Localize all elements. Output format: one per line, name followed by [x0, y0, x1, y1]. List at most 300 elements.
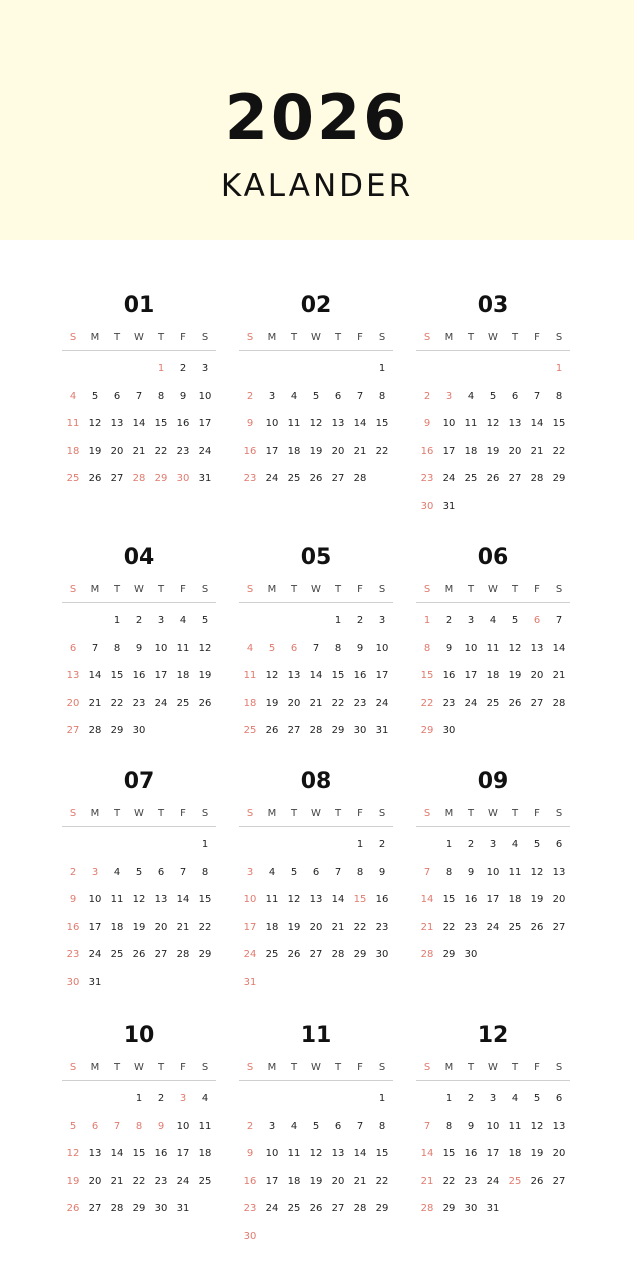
weekday-header: T: [157, 584, 165, 595]
day-cell: 22: [353, 921, 367, 933]
divider: [62, 350, 216, 351]
day-cell: 28: [420, 1203, 434, 1215]
weekday-header: M: [444, 808, 454, 819]
day-cell: 22: [198, 921, 212, 933]
day-cell: 25: [110, 949, 124, 961]
weekday-header: S: [246, 808, 254, 819]
weekday-header: S: [246, 1062, 254, 1073]
day-cell: 5: [69, 1120, 77, 1132]
weekday-header: S: [246, 332, 254, 343]
day-cell: 15: [331, 670, 345, 682]
day-cell: 5: [312, 390, 320, 402]
day-cell: 13: [88, 1148, 102, 1160]
weekday-header: F: [357, 584, 363, 595]
day-cell: 23: [375, 921, 389, 933]
day-cell: 20: [287, 697, 301, 709]
day-cell: 21: [176, 921, 190, 933]
day-cell: 1: [201, 839, 209, 850]
day-cell: 24: [486, 921, 500, 933]
day-cell: 3: [378, 615, 386, 626]
day-cell: 23: [132, 697, 146, 709]
day-cell: 22: [442, 921, 456, 933]
day-cell: 14: [353, 1148, 367, 1160]
day-cell: 14: [420, 1148, 434, 1160]
day-cell: 17: [176, 1148, 190, 1160]
weekday-header: F: [357, 808, 363, 819]
day-cell: 16: [132, 670, 146, 682]
day-cell: 4: [268, 866, 276, 878]
day-cell: 18: [198, 1148, 212, 1160]
month-10: [62, 1022, 216, 1252]
day-cell: 27: [287, 725, 301, 737]
day-cell: 16: [154, 1148, 168, 1160]
day-cell: 8: [157, 390, 165, 402]
weekday-header: F: [357, 332, 363, 343]
weekday-header: S: [201, 808, 209, 819]
day-cell: 6: [555, 839, 563, 850]
day-cell: 8: [356, 866, 364, 878]
day-cell: 24: [265, 1203, 279, 1215]
day-cell: 25: [66, 473, 80, 485]
day-cell: 15: [375, 418, 389, 430]
day-cell: 22: [375, 1175, 389, 1187]
day-cell: 23: [66, 949, 80, 961]
day-cell: 18: [66, 445, 80, 457]
day-cell: 7: [533, 390, 541, 402]
weekday-header: S: [423, 584, 431, 595]
day-cell: 19: [66, 1175, 80, 1187]
month-number: 09: [477, 769, 509, 794]
day-cell: 26: [309, 473, 323, 485]
weekday-header: T: [334, 584, 342, 595]
weekday-header: T: [467, 1062, 475, 1073]
day-cell: 25: [464, 473, 478, 485]
day-cell: 9: [423, 418, 431, 430]
day-cell: 12: [486, 418, 500, 430]
day-cell: 17: [198, 418, 212, 430]
weekday-header: S: [69, 1062, 77, 1073]
day-cell: 19: [530, 894, 544, 906]
divider: [239, 1080, 393, 1081]
day-cell: 8: [445, 866, 453, 878]
day-cell: 2: [246, 1120, 254, 1132]
day-cell: 7: [334, 866, 342, 878]
day-cell: 10: [265, 418, 279, 430]
weekday-header: T: [113, 1062, 121, 1073]
day-cell: 22: [132, 1175, 146, 1187]
day-cell: 16: [176, 418, 190, 430]
day-cell: 20: [331, 1175, 345, 1187]
day-cell: 23: [442, 697, 456, 709]
day-cell: 31: [243, 977, 257, 988]
day-cell: 3: [201, 363, 209, 374]
day-cell: 13: [552, 1120, 566, 1132]
day-cell: 2: [246, 390, 254, 402]
divider: [416, 602, 570, 603]
day-cell: 10: [243, 894, 257, 906]
day-cell: 14: [420, 894, 434, 906]
day-cell: 29: [442, 949, 456, 961]
divider: [416, 350, 570, 351]
weekday-header: T: [113, 332, 121, 343]
day-cell: 21: [132, 445, 146, 457]
day-cell: 16: [353, 670, 367, 682]
day-cell: 16: [464, 1148, 478, 1160]
day-cell: 31: [442, 501, 456, 512]
day-cell: 23: [464, 921, 478, 933]
day-cell: 18: [265, 921, 279, 933]
day-cell: 17: [265, 445, 279, 457]
day-cell: 30: [442, 725, 456, 737]
day-cell: 14: [530, 418, 544, 430]
weekday-header: S: [69, 584, 77, 595]
day-cell: 20: [110, 445, 124, 457]
weekday-header: W: [134, 1062, 144, 1073]
day-cell: 17: [88, 921, 102, 933]
month-03: [416, 292, 570, 522]
weekday-header: S: [201, 584, 209, 595]
day-cell: 21: [110, 1175, 124, 1187]
day-cell: 31: [486, 1203, 500, 1215]
day-cell: 1: [555, 363, 563, 374]
day-cell: 12: [530, 1120, 544, 1132]
day-cell: 24: [176, 1175, 190, 1187]
day-cell: 17: [486, 1148, 500, 1160]
weekday-header: M: [267, 332, 277, 343]
day-cell: 26: [132, 949, 146, 961]
weekday-header: T: [467, 808, 475, 819]
weekday-header: T: [334, 808, 342, 819]
day-cell: 29: [353, 949, 367, 961]
day-cell: 21: [309, 697, 323, 709]
day-cell: 26: [530, 921, 544, 933]
day-cell: 12: [309, 418, 323, 430]
divider: [239, 826, 393, 827]
weekday-header: T: [290, 1062, 298, 1073]
day-cell: 2: [69, 866, 77, 878]
weekday-header: W: [134, 808, 144, 819]
day-cell: 9: [135, 642, 143, 654]
day-cell: 3: [157, 615, 165, 626]
day-cell: 28: [132, 473, 146, 485]
day-cell: 21: [88, 697, 102, 709]
day-cell: 8: [378, 390, 386, 402]
weekday-header: S: [69, 332, 77, 343]
day-cell: 10: [198, 390, 212, 402]
day-cell: 20: [309, 921, 323, 933]
day-cell: 12: [198, 642, 212, 654]
weekday-header: T: [157, 808, 165, 819]
day-cell: 22: [154, 445, 168, 457]
day-cell: 31: [88, 977, 102, 988]
day-cell: 24: [464, 697, 478, 709]
weekday-header: W: [311, 1062, 321, 1073]
weekday-header: T: [511, 584, 519, 595]
weekday-header: M: [90, 808, 100, 819]
day-cell: 27: [331, 473, 345, 485]
weekday-header: S: [555, 808, 563, 819]
weekday-header: W: [134, 584, 144, 595]
day-cell: 5: [91, 390, 99, 402]
month-08: [239, 768, 393, 998]
day-cell: 27: [309, 949, 323, 961]
month-06: [416, 544, 570, 774]
month-11: [239, 1022, 393, 1252]
day-cell: 23: [176, 445, 190, 457]
day-cell: 11: [110, 894, 124, 906]
day-cell: 20: [331, 445, 345, 457]
day-cell: 7: [179, 866, 187, 878]
weekday-header: T: [157, 332, 165, 343]
day-cell: 15: [353, 894, 367, 906]
day-cell: 16: [243, 445, 257, 457]
day-cell: 16: [464, 894, 478, 906]
day-cell: 15: [420, 670, 434, 682]
day-cell: 23: [420, 473, 434, 485]
day-cell: 19: [132, 921, 146, 933]
day-cell: 5: [290, 866, 298, 878]
day-cell: 9: [246, 1148, 254, 1160]
day-cell: 3: [91, 866, 99, 878]
day-cell: 15: [154, 418, 168, 430]
weekday-header: T: [334, 1062, 342, 1073]
day-cell: 3: [268, 1120, 276, 1132]
day-cell: 1: [334, 615, 342, 626]
day-cell: 23: [353, 697, 367, 709]
day-cell: 4: [489, 615, 497, 626]
day-cell: 9: [445, 642, 453, 654]
day-cell: 17: [265, 1175, 279, 1187]
day-cell: 17: [442, 445, 456, 457]
day-cell: 14: [88, 670, 102, 682]
day-cell: 7: [356, 1120, 364, 1132]
day-cell: 29: [154, 473, 168, 485]
day-cell: 6: [334, 1120, 342, 1132]
weekday-header: T: [467, 584, 475, 595]
day-cell: 30: [66, 977, 80, 988]
day-cell: 15: [375, 1148, 389, 1160]
day-cell: 28: [353, 1203, 367, 1215]
day-cell: 11: [66, 418, 80, 430]
day-cell: 26: [530, 1175, 544, 1187]
day-cell: 7: [113, 1120, 121, 1132]
weekday-header: M: [444, 584, 454, 595]
day-cell: 4: [201, 1093, 209, 1104]
month-09: [416, 768, 570, 998]
day-cell: 18: [508, 1148, 522, 1160]
day-cell: 5: [533, 839, 541, 850]
weekday-header: W: [311, 584, 321, 595]
weekday-header: W: [311, 332, 321, 343]
day-cell: 16: [66, 921, 80, 933]
day-cell: 20: [552, 894, 566, 906]
day-cell: 8: [334, 642, 342, 654]
day-cell: 7: [91, 642, 99, 654]
day-cell: 23: [243, 1203, 257, 1215]
day-cell: 1: [157, 363, 165, 374]
month-number: 07: [123, 769, 155, 794]
day-cell: 8: [201, 866, 209, 878]
day-cell: 24: [243, 949, 257, 961]
divider: [239, 350, 393, 351]
day-cell: 30: [464, 1203, 478, 1215]
day-cell: 17: [464, 670, 478, 682]
day-cell: 22: [110, 697, 124, 709]
day-cell: 9: [69, 894, 77, 906]
day-cell: 1: [135, 1093, 143, 1104]
day-cell: 4: [511, 1093, 519, 1104]
day-cell: 3: [445, 390, 453, 402]
day-cell: 23: [243, 473, 257, 485]
day-cell: 30: [132, 725, 146, 737]
day-cell: 29: [198, 949, 212, 961]
day-cell: 29: [442, 1203, 456, 1215]
day-cell: 21: [552, 670, 566, 682]
day-cell: 4: [69, 390, 77, 402]
day-cell: 18: [464, 445, 478, 457]
weekday-header: F: [357, 1062, 363, 1073]
day-cell: 5: [268, 642, 276, 654]
day-cell: 11: [508, 1120, 522, 1132]
month-number: 11: [300, 1023, 332, 1048]
day-cell: 11: [265, 894, 279, 906]
month-number: 08: [300, 769, 332, 794]
day-cell: 16: [243, 1175, 257, 1187]
day-cell: 28: [353, 473, 367, 485]
month-number: 02: [300, 293, 332, 318]
day-cell: 2: [445, 615, 453, 626]
day-cell: 19: [198, 670, 212, 682]
day-cell: 1: [113, 615, 121, 626]
weekday-header: F: [534, 332, 540, 343]
weekday-header: T: [511, 332, 519, 343]
day-cell: 9: [467, 1120, 475, 1132]
day-cell: 25: [198, 1175, 212, 1187]
day-cell: 3: [268, 390, 276, 402]
day-cell: 26: [309, 1203, 323, 1215]
day-cell: 7: [423, 866, 431, 878]
day-cell: 18: [486, 670, 500, 682]
weekday-header: M: [267, 584, 277, 595]
day-cell: 12: [265, 670, 279, 682]
weekday-header: F: [534, 808, 540, 819]
day-cell: 23: [464, 1175, 478, 1187]
day-cell: 2: [356, 615, 364, 626]
weekday-header: T: [290, 808, 298, 819]
day-cell: 15: [132, 1148, 146, 1160]
day-cell: 9: [467, 866, 475, 878]
weekday-header: T: [334, 332, 342, 343]
day-cell: 6: [157, 866, 165, 878]
day-cell: 28: [110, 1203, 124, 1215]
divider: [62, 1080, 216, 1081]
day-cell: 9: [246, 418, 254, 430]
day-cell: 12: [309, 1148, 323, 1160]
weekday-header: M: [444, 1062, 454, 1073]
month-number: 01: [123, 293, 155, 318]
weekday-header: T: [511, 1062, 519, 1073]
weekday-header: S: [378, 332, 386, 343]
weekday-header: S: [423, 808, 431, 819]
day-cell: 13: [309, 894, 323, 906]
day-cell: 1: [423, 615, 431, 626]
day-cell: 5: [489, 390, 497, 402]
day-cell: 15: [442, 894, 456, 906]
day-cell: 26: [265, 725, 279, 737]
day-cell: 14: [552, 642, 566, 654]
weekday-header: F: [180, 332, 186, 343]
day-cell: 1: [445, 1093, 453, 1104]
day-cell: 18: [287, 445, 301, 457]
day-cell: 9: [356, 642, 364, 654]
day-cell: 19: [88, 445, 102, 457]
day-cell: 5: [511, 615, 519, 626]
day-cell: 6: [511, 390, 519, 402]
day-cell: 13: [154, 894, 168, 906]
day-cell: 21: [530, 445, 544, 457]
day-cell: 3: [467, 615, 475, 626]
day-cell: 24: [442, 473, 456, 485]
day-cell: 31: [176, 1203, 190, 1215]
month-05: [239, 544, 393, 774]
day-cell: 24: [486, 1175, 500, 1187]
day-cell: 10: [154, 642, 168, 654]
day-cell: 18: [110, 921, 124, 933]
day-cell: 10: [464, 642, 478, 654]
day-cell: 10: [265, 1148, 279, 1160]
day-cell: 26: [198, 697, 212, 709]
day-cell: 25: [287, 1203, 301, 1215]
day-cell: 11: [176, 642, 190, 654]
day-cell: 19: [530, 1148, 544, 1160]
day-cell: 31: [375, 725, 389, 737]
day-cell: 5: [312, 1120, 320, 1132]
day-cell: 4: [246, 642, 254, 654]
day-cell: 29: [132, 1203, 146, 1215]
day-cell: 19: [486, 445, 500, 457]
weekday-header: F: [534, 1062, 540, 1073]
day-cell: 30: [375, 949, 389, 961]
month-number: 12: [477, 1023, 509, 1048]
day-cell: 22: [375, 445, 389, 457]
day-cell: 18: [508, 894, 522, 906]
day-cell: 22: [420, 697, 434, 709]
day-cell: 25: [265, 949, 279, 961]
weekday-header: F: [180, 808, 186, 819]
day-cell: 13: [508, 418, 522, 430]
day-cell: 19: [287, 921, 301, 933]
day-cell: 11: [464, 418, 478, 430]
day-cell: 1: [356, 839, 364, 850]
weekday-header: M: [90, 584, 100, 595]
day-cell: 6: [533, 615, 541, 626]
day-cell: 5: [201, 615, 209, 626]
divider: [416, 826, 570, 827]
day-cell: 4: [290, 390, 298, 402]
day-cell: 16: [420, 445, 434, 457]
day-cell: 7: [135, 390, 143, 402]
day-cell: 20: [154, 921, 168, 933]
weekday-header: F: [534, 584, 540, 595]
day-cell: 13: [331, 418, 345, 430]
day-cell: 15: [198, 894, 212, 906]
weekday-header: W: [488, 1062, 498, 1073]
weekday-header: M: [90, 332, 100, 343]
day-cell: 28: [552, 697, 566, 709]
day-cell: 17: [486, 894, 500, 906]
day-cell: 5: [533, 1093, 541, 1104]
day-cell: 11: [486, 642, 500, 654]
